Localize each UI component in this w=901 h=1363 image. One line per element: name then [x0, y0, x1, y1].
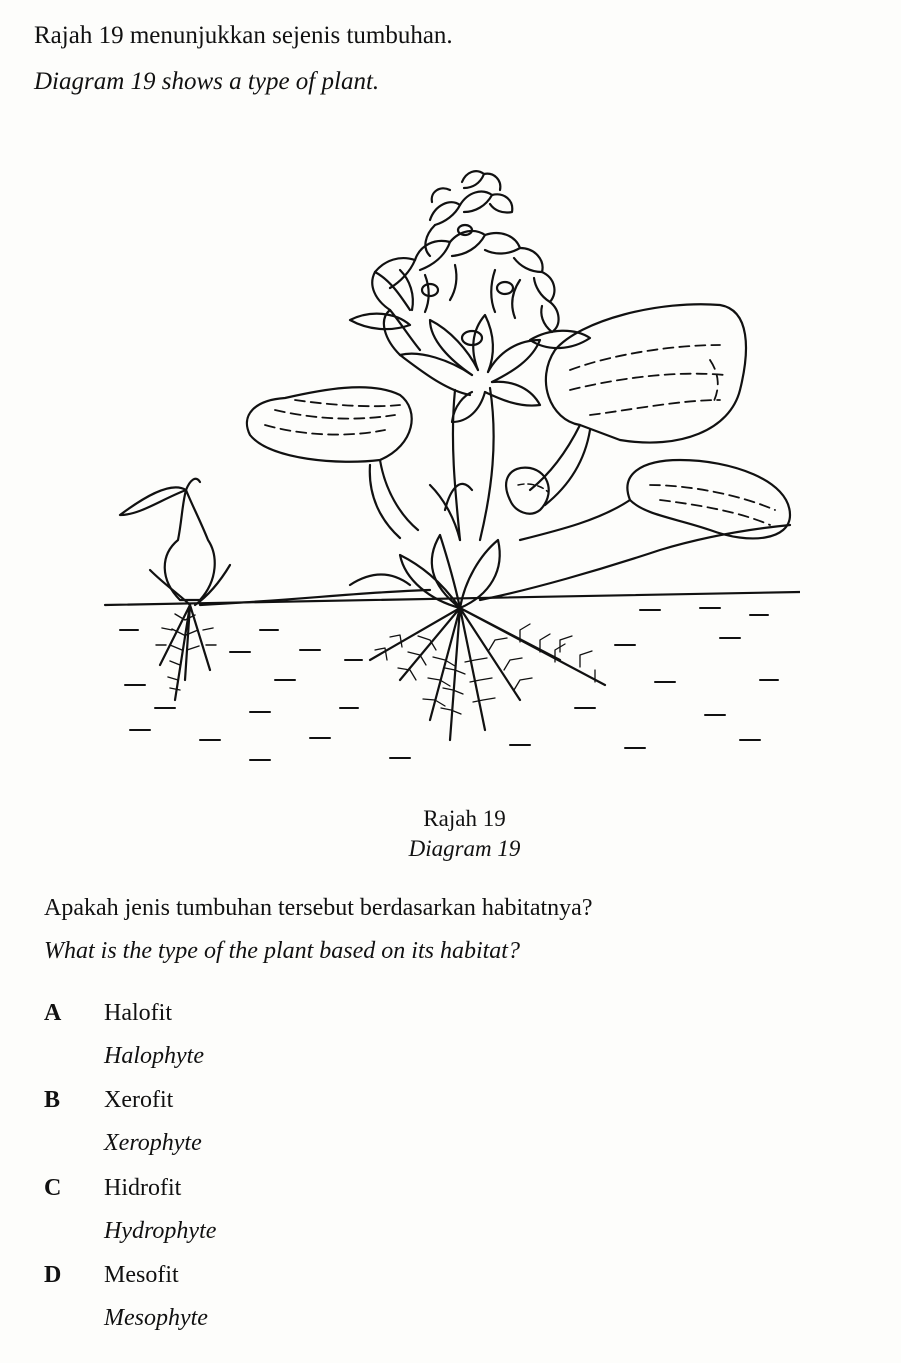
option-label-malay: Xerofit	[104, 1087, 174, 1113]
main-plant-roots	[370, 608, 605, 740]
main-plant-base	[200, 525, 790, 608]
figure-caption-english: Diagram 19	[408, 836, 521, 861]
option-label-malay: Halofit	[104, 1000, 172, 1026]
flower-stalk	[430, 388, 494, 540]
option-label-english: Halophyte	[104, 1043, 204, 1069]
water-hyacinth-diagram	[100, 160, 800, 790]
question-stem-malay: Apakah jenis tumbuhan tersebut berdasarkan habitatnya?	[44, 895, 593, 921]
water-dashes	[120, 608, 778, 760]
option-letter: A	[44, 1000, 62, 1026]
figure-caption-malay: Rajah 19	[423, 806, 506, 831]
option-letter: C	[44, 1175, 62, 1201]
leaf-left	[247, 387, 418, 538]
question-intro-english: Diagram 19 shows a type of plant.	[34, 68, 380, 95]
option-label-malay: Mesofit	[104, 1262, 179, 1288]
leaf-bud-mid	[506, 468, 549, 514]
leaf-right-lower	[520, 460, 790, 540]
option-label-english: Mesophyte	[104, 1305, 208, 1331]
question-stem-english: What is the type of the plant based on its habitat?	[44, 938, 520, 964]
option-letter: B	[44, 1087, 61, 1113]
flower-cluster	[350, 171, 590, 422]
option-label-english: Hydrophyte	[104, 1218, 217, 1244]
option-label-malay: Hidrofit	[104, 1175, 182, 1201]
question-intro-malay: Rajah 19 menunjukkan sejenis tumbuhan.	[34, 22, 453, 49]
option-letter: D	[44, 1262, 62, 1288]
small-plant	[120, 479, 230, 700]
option-label-english: Xerophyte	[104, 1130, 202, 1156]
leaf-right-upper	[530, 304, 746, 505]
